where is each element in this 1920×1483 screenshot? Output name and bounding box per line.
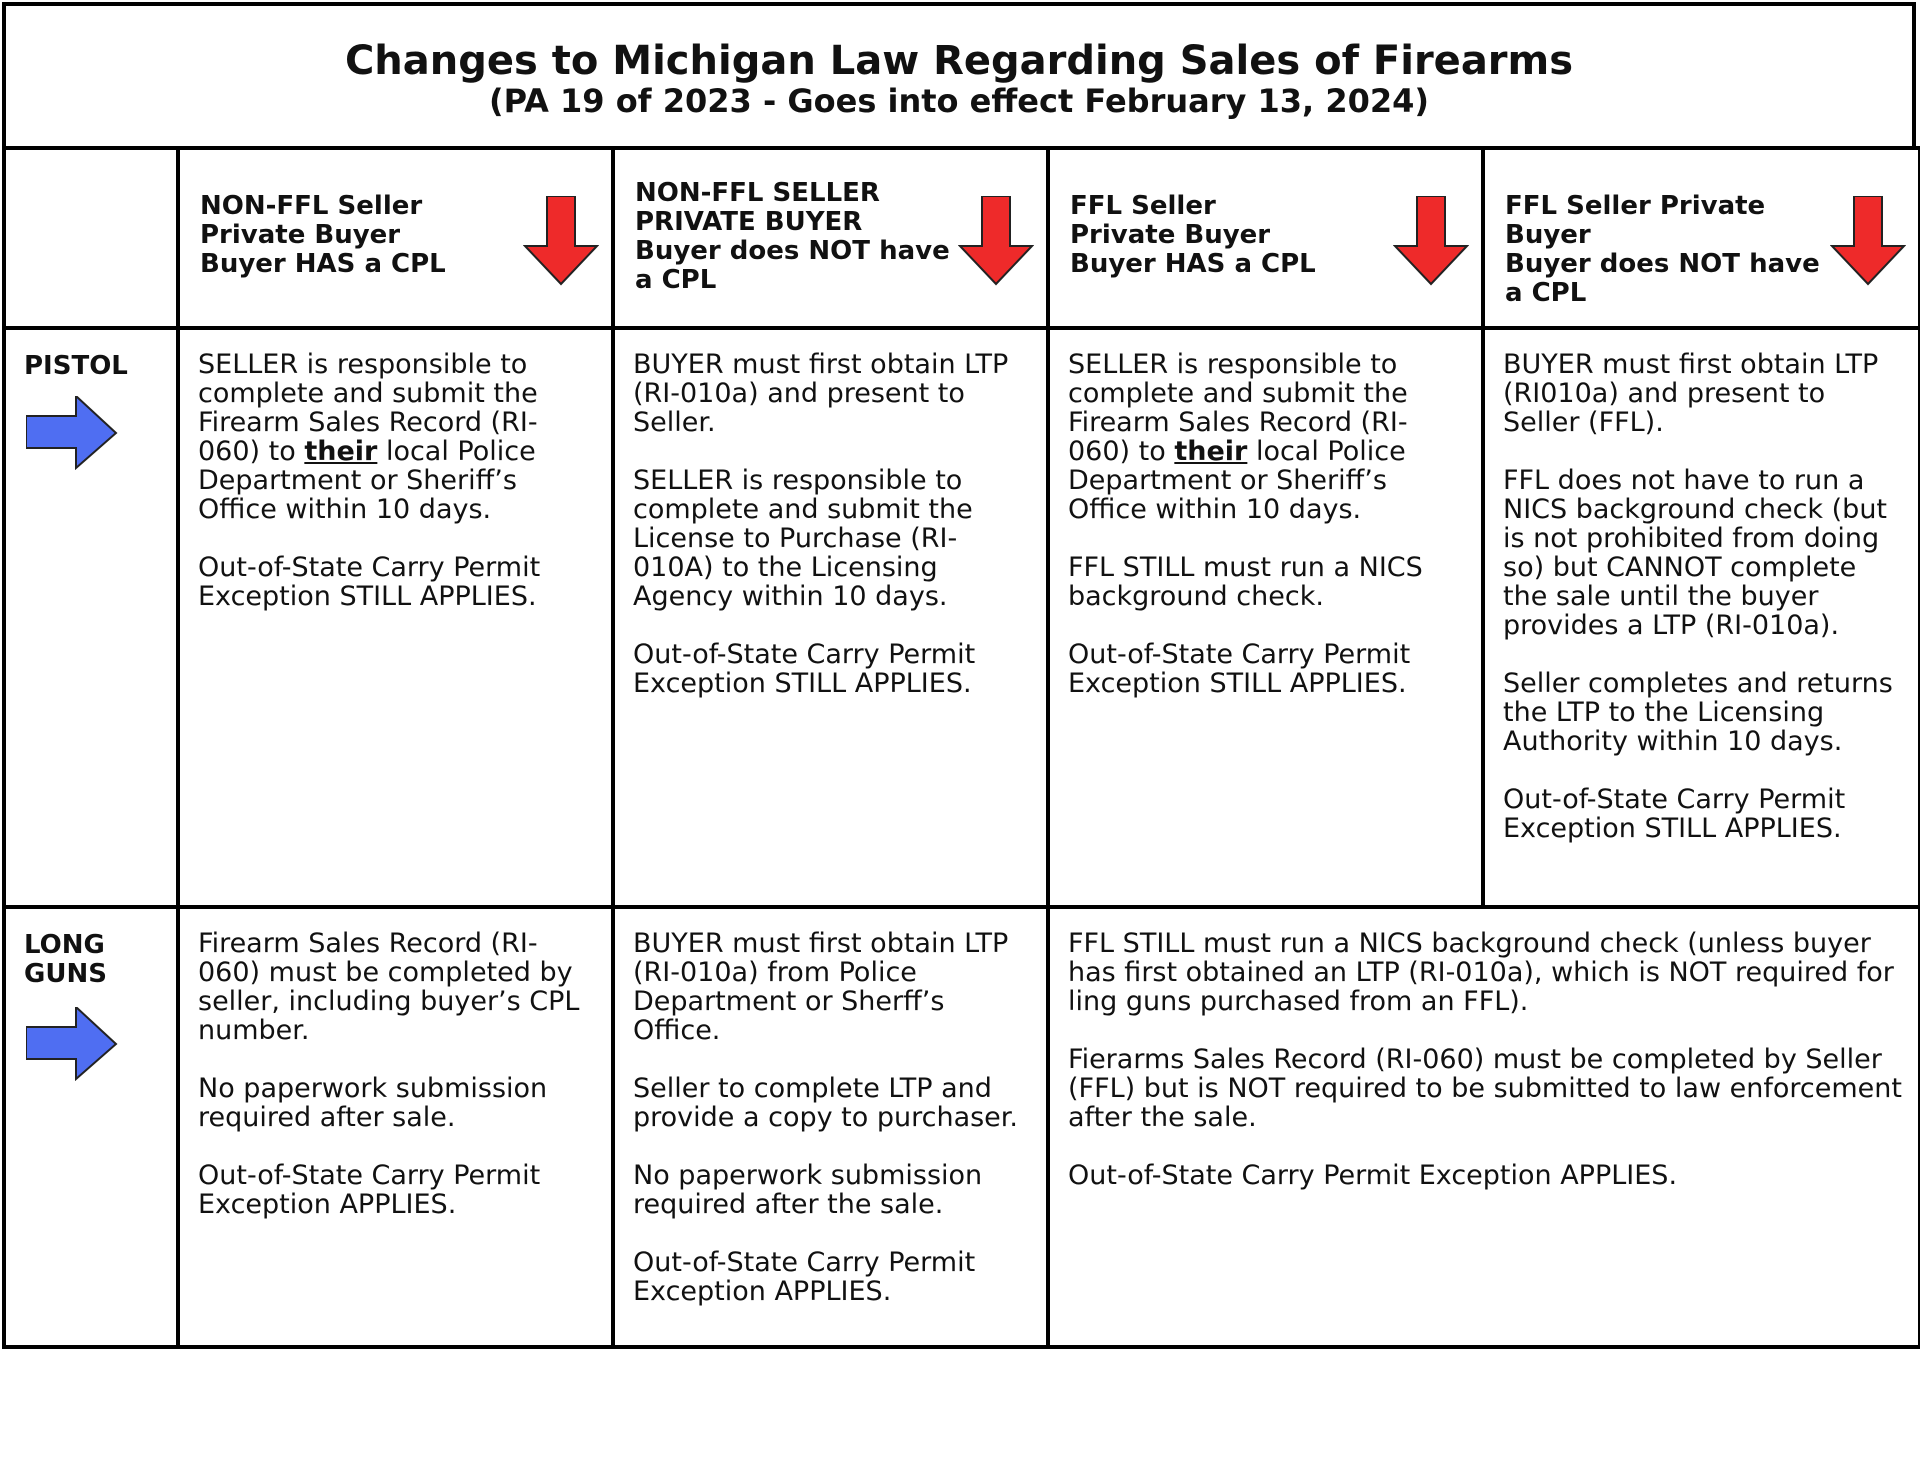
arrow-right-icon: [26, 396, 118, 470]
column-header-label: NON-FFL Seller Private Buyer Buyer HAS a CPL: [200, 191, 446, 279]
cell-paragraph: Fierarms Sales Record (RI-060) must be completed by Seller (FFL) but is NOT required to be submitted to law enforcement after the sale.: [1068, 1044, 1902, 1133]
cell-paragraph: No paperwork submission required after the sale.: [633, 1160, 983, 1220]
cell-paragraph: Seller to complete LTP and provide a copy to purchaser.: [633, 1073, 1019, 1133]
table-cell: [613, 907, 1048, 1347]
column-header-label: NON-FFL SELLER PRIVATE BUYER Buyer does NOT have a CPL: [635, 178, 950, 295]
cell-paragraph: Out-of-State Carry Permit Exception STILL APPLIES.: [1068, 639, 1411, 699]
cell-paragraph: SELLER is responsible to complete and submit the Firearm Sales Record (RI-060) to their local Police Department or Sheriff’s Office within 10 days.: [1068, 349, 1408, 525]
cell-paragraph: Out-of-State Carry Permit Exception STILL APPLIES.: [1503, 784, 1846, 844]
firearms-table: [2, 146, 1920, 1349]
table-cell: [613, 328, 1048, 907]
row-header: [4, 907, 178, 1347]
pistol-row: [4, 328, 1920, 907]
page-subtitle: (PA 19 of 2023 - Goes into effect February 13, 2024): [488, 82, 1430, 120]
cell-paragraph: FFL STILL must run a NICS background check (unless buyer has first obtained an LTP (RI-010a), which is NOT required for ling guns purchased from an FFL).: [1068, 928, 1894, 1017]
column-header-label: FFL Seller Private Buyer Buyer HAS a CPL: [1070, 191, 1316, 279]
cell-paragraph: BUYER must first obtain LTP (RI010a) and present to Seller (FFL).: [1503, 349, 1879, 438]
column-header: [1048, 148, 1483, 328]
row-label-pistol: PISTOL: [24, 351, 128, 381]
column-header-label: FFL Seller Private Buyer Buyer does NOT have a CPL: [1505, 191, 1820, 308]
table-cell: [178, 907, 613, 1347]
cell-paragraph: Firearm Sales Record (RI-060) must be completed by seller, including buyer’s CPL number.: [198, 928, 580, 1046]
cell-paragraph: BUYER must first obtain LTP (RI-010a) from Police Department or Sherff’s Office.: [633, 928, 1009, 1046]
cell-paragraph: SELLER is responsible to complete and submit the License to Purchase (RI-010A) to the Licensing Agency within 10 days.: [633, 465, 973, 612]
arrow-down-icon: [1393, 196, 1469, 286]
cell-paragraph: BUYER must first obtain LTP (RI-010a) and present to Seller.: [633, 349, 1009, 438]
table-cell: [1483, 328, 1920, 907]
header-row: [4, 148, 1920, 328]
arrow-down-icon: [1830, 196, 1906, 286]
cell-paragraph: SELLER is responsible to complete and submit the Firearm Sales Record (RI-060) to their local Police Department or Sheriff’s Office within 10 days.: [198, 349, 538, 525]
cell-paragraph: Seller completes and returns the LTP to the Licensing Authority within 10 days.: [1503, 668, 1893, 757]
column-header: [1483, 148, 1920, 328]
column-header: [178, 148, 613, 328]
page-title: Changes to Michigan Law Regarding Sales of Firearms: [344, 38, 1574, 84]
cell-paragraph: No paperwork submission required after sale.: [198, 1073, 548, 1133]
row-header: [4, 328, 178, 907]
table-cell-merged: [1048, 907, 1920, 1347]
arrow-down-icon: [958, 196, 1034, 286]
arrow-down-icon: [523, 196, 599, 286]
cell-paragraph: Out-of-State Carry Permit Exception APPLIES.: [1068, 1160, 1678, 1191]
cell-paragraph: Out-of-State Carry Permit Exception STILL APPLIES.: [633, 639, 976, 699]
corner-cell: [4, 148, 178, 328]
row-label-long-guns: LONG GUNS: [24, 930, 107, 989]
table-cell: [1048, 328, 1483, 907]
cell-paragraph: Out-of-State Carry Permit Exception APPLIES.: [198, 1160, 541, 1220]
column-header: [613, 148, 1048, 328]
table-cell: [178, 328, 613, 907]
arrow-right-icon: [26, 1007, 118, 1081]
title-box: [2, 2, 1916, 148]
cell-paragraph: FFL does not have to run a NICS background check (but is not prohibited from doing so) but CANNOT complete the sale until the buyer provides a LTP (RI-010a).: [1503, 465, 1888, 641]
cell-paragraph: Out-of-State Carry Permit Exception APPLIES.: [633, 1247, 976, 1307]
cell-paragraph: Out-of-State Carry Permit Exception STILL APPLIES.: [198, 552, 541, 612]
long-guns-row: [4, 907, 1920, 1347]
cell-paragraph: FFL STILL must run a NICS background check.: [1068, 552, 1423, 612]
